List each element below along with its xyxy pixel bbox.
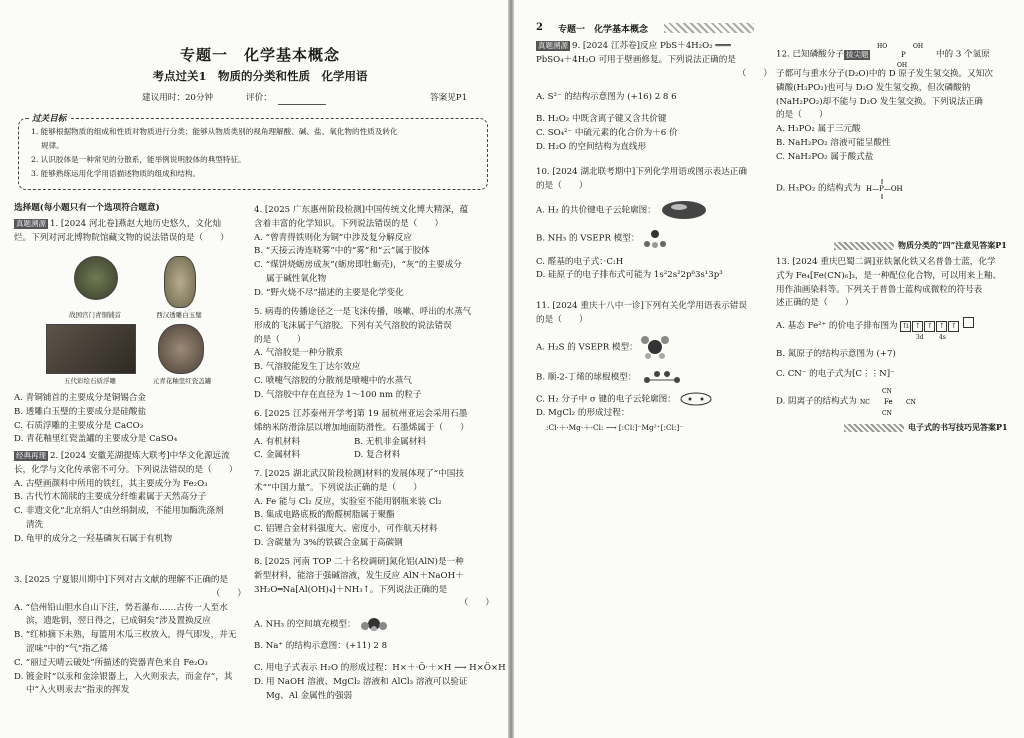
svg-text:OH: OH [913,43,924,50]
q8-line-1: 8. [2025 河南 TOP 二十名校调研]氮化铝(AlN)是一种 [254,557,464,567]
orbital-labels [776,334,1012,342]
q3-line-2: （ ） [211,588,246,599]
q1-tag: 真题溯源 [16,219,46,228]
q4-option-a: A. “曾青得铁则化为铜”中涉及复分解反应 [254,232,412,243]
ferrocyanide-structure [860,386,922,416]
q8-line-4: （ ） [459,598,494,609]
q3-line-1: 3. [2025 宁夏银川期中]下列对古文献的理解不正确的是 [14,575,229,585]
goal-3: 3. 能够熟练运用化学用语描述物质的组成和结构。 [31,169,201,178]
caption-1: 战国宫门青铜铺首 [69,311,121,319]
q4-option-c: C. “煤饼烧蛎房成灰”(蛎房即牡蛎壳)，“灰”的主要成分 [254,260,462,271]
q6-line-1: 6. [2025 江苏泰州开学考]第 19 届杭州亚运会采用石墨 [254,409,468,419]
q6-line-2: 烯纳米防滑涂层以增加地面防滑性。石墨烯属于（ ） [254,422,469,433]
q2-option-c-cont: 清洗 [26,519,44,530]
q3-option-d-cont: 中“入火则汞去”指汞的挥发 [26,685,130,696]
time-suggestion: 建议用时：20分钟 [142,93,214,103]
q12-line-5: 的是（ ） [776,110,828,121]
q13-option-d-row [776,386,1012,416]
page-number: 2 [536,22,543,33]
q13-line-4: 述正确的是（ ） [776,298,854,309]
q2-tag: 经典再现 [16,451,46,460]
q13-option-d: D. 阴离子的结构式为 [776,396,857,407]
q1-option-d: D. 青花釉里红瓷盖罐的主要成分是 CaSO₄ [14,434,178,445]
q11-option-a: A. H₂S 的 VSEPR 模型： [536,342,638,353]
q5-line-1: 5. 病毒的传播途径之一是飞沫传播，咳嗽、呼出的水蒸气 [254,307,472,317]
q7-line-2: 术”“中国力量”。下列说法正确的是（ ） [254,482,422,493]
svg-text:NC: NC [859,398,870,406]
question-8 [254,556,506,704]
q13-line-3: 用作油画染料等。下列关于普鲁士蓝构成微粒的符号表 [776,284,983,295]
q9-option-a: A. S²⁻ 的结构示意图为 (+16) 2 8 6 [536,92,677,103]
q11-option-d: D. MgCl₂ 的形成过程： [536,407,630,418]
evaluation-label: 评价： [246,93,272,103]
q8-option-a: A. NH₃ 的空间填充模型： [254,619,356,630]
jade-disc-image [164,256,196,308]
q13-option-c: C. CN⁻ 的电子式为[C⋮⋮N]⁻ [776,368,895,379]
q12-line-1a: 12. 已知磷酸分子 [776,49,844,60]
q10-option-a-row [536,200,772,220]
goal-1b: 规律。 [41,141,64,150]
q9-option-d: D. H₂O 的空间结构为直线形 [536,141,647,152]
q11-line-2: 的是（ ） [536,314,588,325]
q11-option-c-row [536,392,772,407]
q12-line-4: (NaH₂PO₂)却不能与 D₂O 发生氢交换。下列说法正确 [776,96,983,107]
q7-option-d: D. 含碳量为 3%的铁碳合金属于高碳钢 [254,537,403,548]
q8-option-b: B. Na⁺ 的结构示意图：(+11) 2 8 [254,641,388,652]
q9-tag: 真题溯源 [538,41,568,50]
mgcl2-formation: :Cl·＋·Mg·＋·Cl: ⟶ [:Cl:]⁻Mg²⁺[:Cl:]⁻ [546,422,684,432]
q7-option-a: A. Fe 能与 Cl₂ 反应，实验室不能用钢瓶来装 Cl₂ [254,496,442,507]
q1-option-c: C. 石质浮雕的主要成分是 CaCO₃ [14,420,144,431]
q5-line-3: 的是（ ） [254,334,306,345]
q8-option-a-row [254,617,494,632]
q8-option-c: C. 用电子式表示 H₂O 的形成过程：H×＋·Ö·＋×H ⟶ H×Ö×H [254,663,506,674]
label-4s: 4s [938,333,946,341]
q6-options-row-1 [254,436,494,450]
nh3-vsepr-model [642,228,668,248]
q1-line-1: 1. [2024 河北卷]燕赵大地历史悠久，文化灿 [50,219,222,229]
q4-option-d: D. “野火烧不尽”描述的主要是化学变化 [254,287,404,298]
q5-line-2: 形成的飞沫属于气溶胶。下列有关气溶胶的说法错误 [254,320,452,331]
q5-option-c: C. 喷嚏气溶胶的分散剂是喷嚏中的水蒸气 [254,375,412,386]
caption-2: 西汉透雕白玉璧 [156,311,202,319]
q8-line-2: 新型材料，能溶于强碱溶液，发生反应 AlN＋NaOH＋ [254,570,464,581]
question-2 [14,450,246,547]
svg-text:OH: OH [897,62,908,68]
q2-line-2: 长，化学与文化传承密不可分。下列说法错误的是（ ） [14,464,238,475]
q1-line-2: 烂。下列对河北博物院馆藏文物的说法错误的是（ ） [14,232,229,243]
tip-ribbon-classification[interactable]: 物质分类的“四”注意见答案P1 [834,240,1007,251]
section-heading: 选择题(每小题只有一个选项符合题意) [14,203,160,213]
q10-option-c: C. 醛基的电子式：·C:H [536,256,624,267]
right-page [514,0,1024,738]
q11-option-b: B. 顺-2-丁烯的球棍模型： [536,372,637,383]
q10-option-b-row [536,228,772,248]
learning-goals-box [18,114,488,190]
q12-option-d: D. H₃PO₂ 的结构式为 [776,183,861,194]
question-3 [14,574,246,698]
label-3d: 3d [916,333,924,341]
question-9 [536,40,772,155]
nh3-space-filling-model [358,617,392,631]
q9-option-c: C. SO₄²⁻ 中硫元素的化合价为＋6 价 [536,127,678,138]
svg-text:H—P—OH: H—P—OH [865,184,903,193]
q6-option-a: A. 有机材料 [254,436,301,447]
q3-option-a: A. “信州铅山胆水自山下注，势若瀑布……古传一人至水 [14,602,228,613]
question-10 [536,166,772,283]
header-decoration [664,23,754,33]
q12-option-a: A. H₃PO₂ 属于三元酸 [776,124,861,135]
svg-text:CN: CN [881,387,892,395]
q3-option-d: D. 镀金时“以汞和金涂银器上，入火则汞去，而金存”，其 [14,671,233,682]
q10-option-b: B. NH₃ 的 VSEPR 模型： [536,233,640,244]
running-header: 专题一 化学基本概念 [558,25,649,35]
q13-option-a: A. 基态 Fe²⁺ 的价电子排布图为 [776,321,898,332]
evaluation-blank [278,104,326,105]
q11-option-a-row [536,334,772,360]
q12-line-2: 子都可与重水分子(D₂O)中的 D 原子发生氢交换。又知次 [776,69,993,79]
question-4 [254,204,494,301]
q6-option-b: B. 无机非金属材料 [354,436,426,447]
left-page [0,0,508,738]
svg-text:HO: HO [877,43,888,50]
question-6 [254,408,494,463]
caption-4: 元青花釉里红瓷盖罐 [152,377,212,385]
q7-option-b: B. 集成电路底板的酚醛树脂属于聚酯 [254,510,395,521]
question-12 [776,40,1012,201]
answer-ref: 答案见P1 [430,93,468,103]
stone-relief-image [46,324,136,374]
q2-option-b: B. 古代竹木简牍的主要成分纤维素属于天然高分子 [14,492,207,503]
q7-option-c: C. 铝锂合金材料强度大、密度小，可作航天材料 [254,524,438,535]
caption-3: 五代彩绘石质浮雕 [64,377,116,385]
goal-1: 1. 能够根据物质的组成和性质对物质进行分类；能够从物质类别的视角理解酸、碱、盐、氧化物的性质及转化 [31,127,398,136]
q8-line-3: 3H₂O═Na[Al(OH)₄]＋NH₃↑。下列说法正确的是 [254,584,448,595]
phosphoric-acid-structure [875,40,933,68]
q7-line-1: 7. [2025 湖北武汉阶段检测]材料的发展体现了“中国技 [254,469,464,479]
q2-option-c: C. 非遗文化“北京绢人”由丝绢制成，不能用加酶洗涤剂 [14,506,224,517]
q9-line-1: 9. [2024 江苏卷]反应 PbS＋4H₂O₂ ═══ [572,41,731,51]
q11-option-b-row [536,368,772,386]
bronze-knocker-image [74,256,118,300]
q1-option-a: A. 青铜铺首的主要成分是铜锡合金 [14,393,146,403]
question-7 [254,468,494,551]
q12-option-c: C. NaH₂PO₂ 属于酸式盐 [776,151,874,162]
q12-line-1b: 中的 3 个氢原 [935,49,990,60]
q12-line-3: 磷酸(H₃PO₂)也可与 D₂O 发生氢交换，但次磷酸钠 [776,82,971,93]
q13-option-a-row [776,317,1012,334]
q4-line-2: 含着丰富的化学知识。下列说法错误的是（ ） [254,218,444,229]
q6-option-c: C. 金属材料 [254,450,301,461]
h2-sigma-bond-cloud [679,392,713,406]
question-1 [14,218,246,246]
q5-option-a: A. 气溶胶是一种分散系 [254,348,344,359]
q3-option-b: B. “红柿摘下未熟，每篮用木瓜三枚放入，得气即发，并无 [14,630,237,641]
q11-line-1: 11. [2024 重庆十八中一诊]下列有关化学用语表示错误 [536,301,747,311]
q10-line-1: 10. [2024 湖北联考期中]下列化学用语或图示表达正确 [536,167,747,177]
q10-option-d: D. 硅原子的电子排布式可能为 1s²2s²2p⁶3s¹3p³ [536,270,723,281]
cis-2-butene-ball-stick-model [639,368,685,386]
q13-line-2: 式为 Fe₄[Fe(CN)₆]₃，是一种配位化合物，可以用来上釉、 [776,270,1002,281]
goal-2: 2. 认识胶体是一种常见的分散系，能举例说明胶体的典型特征。 [31,155,246,164]
q13-option-b: B. 氮原子的结构示意图为 (+7) [776,348,896,359]
q5-option-d: D. 气溶胶中存在直径为 1～100 nm 的粒子 [254,389,422,400]
q6-options-row-2 [254,449,494,463]
fe2-orbital-diagram: ⇅ ↑ ↑ ↑ ↑ [900,321,975,331]
q2-line-1: 2. [2024 安徽芜湖提炼大联考]中华文化源远流 [50,451,230,461]
goals-label: 过关目标 [29,113,69,127]
svg-text:CN: CN [881,409,892,416]
question-5 [254,306,494,403]
svg-text:P: P [901,51,906,59]
q12-option-b: B. NaH₂PO₂ 溶液可能呈酸性 [776,137,891,148]
h3po2-structure [864,175,914,201]
q9-option-b: B. H₂O₂ 中既含离子键又含共价键 [536,114,667,125]
h2-electron-cloud-diagram [659,200,709,220]
q11-option-c: C. H₂ 分子中 σ 键的电子云轮廓图： [536,394,676,405]
q2-option-a: A. 古壁画颜料中所用的铁红，其主要成分为 Fe₂O₃ [14,478,208,489]
q9-line-2: PbSO₄＋4H₂O 可用于壁画修复。下列说法正确的是 [536,54,736,65]
goals-list [31,125,398,181]
section-subtitle: 考点过关1 物质的分类和性质 化学用语 [152,69,368,83]
q10-line-2: 的是（ ） [536,180,588,191]
q8-option-d: D. 用 NaOH 溶液、MgCl₂ 溶液和 AlCl₃ 溶液可以验证 [254,677,468,688]
q8-option-d-cont: Mg、Al 金属性的强弱 [266,690,353,701]
q9-line-3: （ ） [737,68,772,79]
q3-option-b-cont: 涩味”中的“气”指乙烯 [26,643,108,654]
q13-line-1: 13. [2024 重庆巴蜀二调]亚铁氰化铁又名普鲁士蓝，化学 [776,257,996,267]
q5-option-b: B. 气溶胶能发生丁达尔效应 [254,362,361,373]
chapter-title: 专题一 化学基本概念 [179,46,340,64]
q4-option-b: B. “天接云涛连晓雾”中的“雾”和“云”属于胶体 [254,246,430,257]
question-11 [536,300,772,434]
h2s-vsepr-model [640,334,670,360]
q4-option-c-cont: 属于碱性氧化物 [266,273,327,284]
q2-option-d: D. 龟甲的成分之一羟基磷灰石属于有机物 [14,533,173,544]
q3-option-c: C. “丽过天晴云破处”所描述的瓷器青色来自 Fe₂O₃ [14,657,208,668]
q1-option-b: B. 透雕白玉璧的主要成分是硅酸盐 [14,406,147,417]
svg-text:CN: CN [905,398,916,406]
q12-option-d-row [776,175,1012,201]
q10-option-a: A. H₂ 的共价键电子云轮廓图： [536,205,656,216]
q1-options [14,392,246,447]
porcelain-jar-image [158,324,204,374]
q4-line-1: 4. [2025 广东惠州阶段检测]中国传统文化博大精深，蕴 [254,205,469,215]
q12-tag: 拔尖题 [845,49,869,59]
svg-text:Fe: Fe [883,397,893,406]
q3-option-a-cont: 滨，遗匙钥，翌日得之，已成铜矣”涉及置换反应 [26,616,211,627]
tip-ribbon-electron-formula[interactable]: 电子式的书写技巧见答案P1 [844,422,1008,433]
question-13 [776,256,1012,416]
q6-option-d: D. 复合材料 [354,450,401,461]
